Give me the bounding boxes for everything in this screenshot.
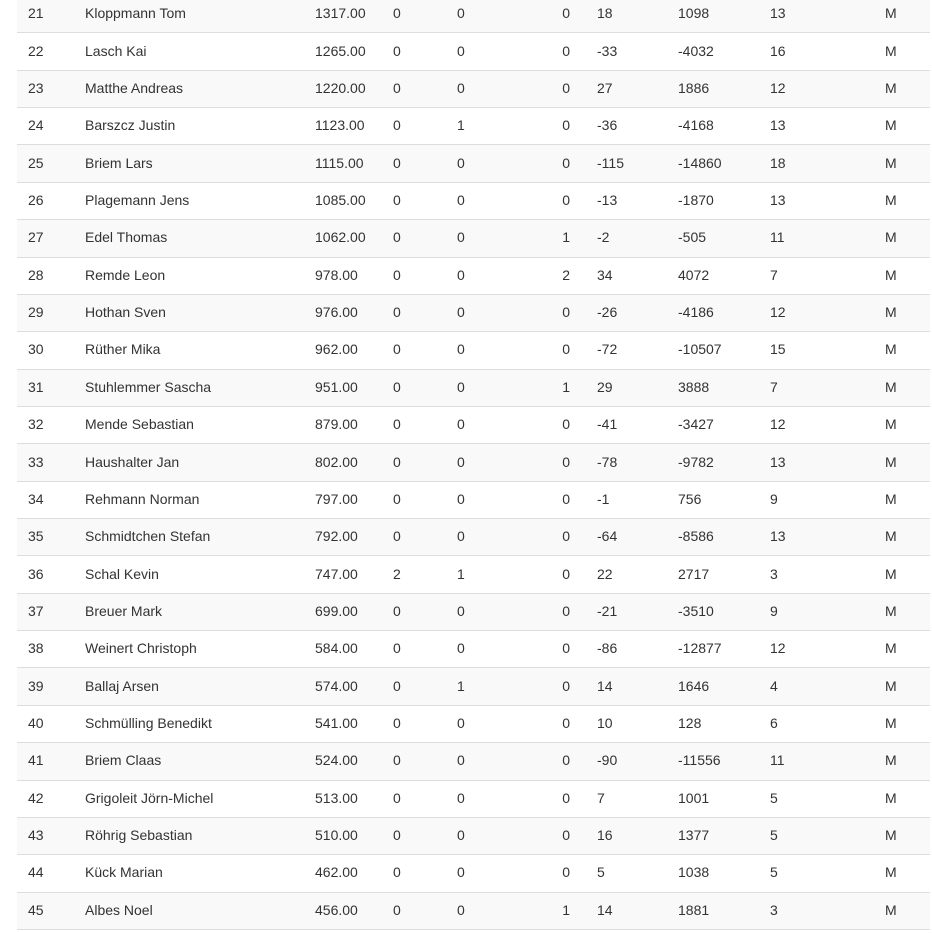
cell-name: Plagemann Jens bbox=[77, 182, 307, 219]
cell-diff: 14 bbox=[589, 892, 670, 929]
cell-rank: 33 bbox=[17, 444, 77, 481]
cell-diff: -78 bbox=[589, 444, 670, 481]
cell-name: Matthe Andreas bbox=[77, 70, 307, 107]
cell-rank: 29 bbox=[17, 294, 77, 331]
cell-name: Schmülling Benedikt bbox=[77, 705, 307, 742]
cell-stat1: 0 bbox=[385, 294, 449, 331]
cell-stat2: 0 bbox=[449, 406, 513, 443]
cell-stat1: 0 bbox=[385, 257, 449, 294]
cell-diff: 7 bbox=[589, 780, 670, 817]
cell-stat1: 0 bbox=[385, 817, 449, 854]
table-row bbox=[17, 780, 930, 817]
cell-stat1: 0 bbox=[385, 33, 449, 70]
cell-stat3: 2 bbox=[513, 257, 589, 294]
cell-stat1: 0 bbox=[385, 444, 449, 481]
cell-games: 13 bbox=[762, 108, 877, 145]
ranking-table-container bbox=[17, 0, 930, 930]
cell-stat1: 0 bbox=[385, 705, 449, 742]
cell-points: 1317.00 bbox=[307, 0, 385, 33]
cell-stat3: 0 bbox=[513, 817, 589, 854]
cell-gender: M bbox=[877, 519, 930, 556]
cell-stat2: 0 bbox=[449, 817, 513, 854]
cell-stat3: 0 bbox=[513, 780, 589, 817]
table-row bbox=[17, 108, 930, 145]
cell-games: 3 bbox=[762, 556, 877, 593]
cell-diff: 27 bbox=[589, 70, 670, 107]
cell-name: Lasch Kai bbox=[77, 33, 307, 70]
cell-stat1: 0 bbox=[385, 182, 449, 219]
cell-diff: -26 bbox=[589, 294, 670, 331]
cell-rank: 22 bbox=[17, 33, 77, 70]
cell-stat3: 0 bbox=[513, 481, 589, 518]
cell-balance: 2717 bbox=[670, 556, 762, 593]
cell-stat3: 0 bbox=[513, 108, 589, 145]
cell-stat3: 0 bbox=[513, 33, 589, 70]
cell-rank: 31 bbox=[17, 369, 77, 406]
cell-stat1: 0 bbox=[385, 0, 449, 33]
cell-points: 951.00 bbox=[307, 369, 385, 406]
cell-points: 524.00 bbox=[307, 743, 385, 780]
cell-games: 7 bbox=[762, 369, 877, 406]
cell-name: Edel Thomas bbox=[77, 220, 307, 257]
cell-points: 976.00 bbox=[307, 294, 385, 331]
cell-gender: M bbox=[877, 145, 930, 182]
cell-points: 541.00 bbox=[307, 705, 385, 742]
cell-points: 584.00 bbox=[307, 631, 385, 668]
cell-gender: M bbox=[877, 444, 930, 481]
cell-balance: 3888 bbox=[670, 369, 762, 406]
table-row bbox=[17, 406, 930, 443]
table-row bbox=[17, 369, 930, 406]
cell-games: 5 bbox=[762, 817, 877, 854]
cell-balance: -12877 bbox=[670, 631, 762, 668]
cell-gender: M bbox=[877, 481, 930, 518]
cell-stat1: 0 bbox=[385, 145, 449, 182]
cell-diff: -115 bbox=[589, 145, 670, 182]
cell-stat2: 0 bbox=[449, 145, 513, 182]
cell-games: 18 bbox=[762, 145, 877, 182]
table-row bbox=[17, 556, 930, 593]
cell-stat2: 0 bbox=[449, 70, 513, 107]
cell-stat2: 0 bbox=[449, 332, 513, 369]
cell-gender: M bbox=[877, 369, 930, 406]
cell-stat3: 0 bbox=[513, 332, 589, 369]
cell-balance: -4186 bbox=[670, 294, 762, 331]
cell-stat1: 0 bbox=[385, 743, 449, 780]
cell-points: 1220.00 bbox=[307, 70, 385, 107]
cell-games: 5 bbox=[762, 855, 877, 892]
cell-name: Röhrig Sebastian bbox=[77, 817, 307, 854]
cell-gender: M bbox=[877, 220, 930, 257]
table-row bbox=[17, 817, 930, 854]
cell-diff: -13 bbox=[589, 182, 670, 219]
cell-stat2: 0 bbox=[449, 182, 513, 219]
cell-rank: 42 bbox=[17, 780, 77, 817]
cell-diff: 22 bbox=[589, 556, 670, 593]
cell-diff: -2 bbox=[589, 220, 670, 257]
cell-balance: 1038 bbox=[670, 855, 762, 892]
cell-stat2: 0 bbox=[449, 855, 513, 892]
cell-games: 5 bbox=[762, 780, 877, 817]
cell-gender: M bbox=[877, 817, 930, 854]
cell-points: 699.00 bbox=[307, 593, 385, 630]
cell-games: 9 bbox=[762, 593, 877, 630]
table-row bbox=[17, 668, 930, 705]
cell-name: Stuhlemmer Sascha bbox=[77, 369, 307, 406]
cell-balance: -10507 bbox=[670, 332, 762, 369]
cell-points: 1123.00 bbox=[307, 108, 385, 145]
cell-stat2: 1 bbox=[449, 108, 513, 145]
cell-stat2: 0 bbox=[449, 519, 513, 556]
cell-name: Briem Claas bbox=[77, 743, 307, 780]
cell-diff: -21 bbox=[589, 593, 670, 630]
cell-diff: -41 bbox=[589, 406, 670, 443]
cell-name: Schmidtchen Stefan bbox=[77, 519, 307, 556]
cell-diff: 18 bbox=[589, 0, 670, 33]
cell-balance: 1001 bbox=[670, 780, 762, 817]
cell-points: 747.00 bbox=[307, 556, 385, 593]
cell-balance: 4072 bbox=[670, 257, 762, 294]
cell-name: Briem Lars bbox=[77, 145, 307, 182]
cell-stat2: 0 bbox=[449, 0, 513, 33]
cell-rank: 35 bbox=[17, 519, 77, 556]
cell-rank: 43 bbox=[17, 817, 77, 854]
cell-rank: 34 bbox=[17, 481, 77, 518]
cell-stat1: 0 bbox=[385, 406, 449, 443]
ranking-table bbox=[17, 0, 930, 930]
cell-balance: 756 bbox=[670, 481, 762, 518]
cell-name: Grigoleit Jörn-Michel bbox=[77, 780, 307, 817]
ranking-table-body bbox=[17, 0, 930, 929]
cell-stat2: 0 bbox=[449, 593, 513, 630]
cell-diff: -1 bbox=[589, 481, 670, 518]
cell-balance: -9782 bbox=[670, 444, 762, 481]
cell-gender: M bbox=[877, 855, 930, 892]
cell-balance: -8586 bbox=[670, 519, 762, 556]
cell-gender: M bbox=[877, 892, 930, 929]
cell-stat1: 0 bbox=[385, 220, 449, 257]
cell-points: 978.00 bbox=[307, 257, 385, 294]
cell-stat3: 1 bbox=[513, 892, 589, 929]
cell-diff: -64 bbox=[589, 519, 670, 556]
cell-name: Hothan Sven bbox=[77, 294, 307, 331]
cell-rank: 38 bbox=[17, 631, 77, 668]
table-row bbox=[17, 892, 930, 929]
cell-balance: 1377 bbox=[670, 817, 762, 854]
cell-name: Kloppmann Tom bbox=[77, 0, 307, 33]
cell-games: 13 bbox=[762, 182, 877, 219]
cell-stat2: 0 bbox=[449, 743, 513, 780]
cell-name: Rehmann Norman bbox=[77, 481, 307, 518]
cell-rank: 28 bbox=[17, 257, 77, 294]
cell-balance: -4168 bbox=[670, 108, 762, 145]
cell-stat2: 0 bbox=[449, 220, 513, 257]
cell-diff: 14 bbox=[589, 668, 670, 705]
cell-rank: 30 bbox=[17, 332, 77, 369]
cell-rank: 23 bbox=[17, 70, 77, 107]
cell-rank: 32 bbox=[17, 406, 77, 443]
cell-name: Schal Kevin bbox=[77, 556, 307, 593]
cell-stat3: 0 bbox=[513, 182, 589, 219]
cell-stat3: 1 bbox=[513, 369, 589, 406]
cell-stat2: 0 bbox=[449, 369, 513, 406]
cell-rank: 37 bbox=[17, 593, 77, 630]
cell-gender: M bbox=[877, 70, 930, 107]
table-row bbox=[17, 481, 930, 518]
cell-stat1: 0 bbox=[385, 593, 449, 630]
cell-stat1: 0 bbox=[385, 481, 449, 518]
cell-stat1: 2 bbox=[385, 556, 449, 593]
cell-stat2: 0 bbox=[449, 257, 513, 294]
cell-name: Rüther Mika bbox=[77, 332, 307, 369]
cell-gender: M bbox=[877, 631, 930, 668]
cell-diff: 10 bbox=[589, 705, 670, 742]
cell-balance: 1646 bbox=[670, 668, 762, 705]
cell-stat2: 0 bbox=[449, 631, 513, 668]
cell-gender: M bbox=[877, 705, 930, 742]
cell-games: 12 bbox=[762, 70, 877, 107]
cell-gender: M bbox=[877, 294, 930, 331]
cell-points: 1115.00 bbox=[307, 145, 385, 182]
cell-gender: M bbox=[877, 780, 930, 817]
cell-stat1: 0 bbox=[385, 70, 449, 107]
cell-stat2: 1 bbox=[449, 556, 513, 593]
cell-diff: -72 bbox=[589, 332, 670, 369]
table-row bbox=[17, 743, 930, 780]
cell-name: Haushalter Jan bbox=[77, 444, 307, 481]
cell-points: 1062.00 bbox=[307, 220, 385, 257]
table-row bbox=[17, 33, 930, 70]
cell-gender: M bbox=[877, 33, 930, 70]
cell-name: Weinert Christoph bbox=[77, 631, 307, 668]
cell-games: 15 bbox=[762, 332, 877, 369]
cell-name: Mende Sebastian bbox=[77, 406, 307, 443]
cell-points: 513.00 bbox=[307, 780, 385, 817]
table-row bbox=[17, 519, 930, 556]
cell-stat3: 0 bbox=[513, 406, 589, 443]
cell-stat3: 0 bbox=[513, 556, 589, 593]
cell-stat2: 0 bbox=[449, 892, 513, 929]
cell-gender: M bbox=[877, 668, 930, 705]
cell-gender: M bbox=[877, 0, 930, 33]
cell-stat3: 0 bbox=[513, 519, 589, 556]
cell-diff: 29 bbox=[589, 369, 670, 406]
cell-stat3: 0 bbox=[513, 593, 589, 630]
cell-rank: 44 bbox=[17, 855, 77, 892]
cell-gender: M bbox=[877, 332, 930, 369]
cell-gender: M bbox=[877, 593, 930, 630]
cell-stat3: 0 bbox=[513, 145, 589, 182]
table-row bbox=[17, 855, 930, 892]
table-row bbox=[17, 444, 930, 481]
cell-stat1: 0 bbox=[385, 892, 449, 929]
cell-stat2: 0 bbox=[449, 444, 513, 481]
cell-games: 4 bbox=[762, 668, 877, 705]
cell-stat1: 0 bbox=[385, 369, 449, 406]
cell-rank: 25 bbox=[17, 145, 77, 182]
cell-games: 7 bbox=[762, 257, 877, 294]
cell-points: 462.00 bbox=[307, 855, 385, 892]
cell-points: 792.00 bbox=[307, 519, 385, 556]
cell-rank: 27 bbox=[17, 220, 77, 257]
cell-stat1: 0 bbox=[385, 519, 449, 556]
cell-games: 3 bbox=[762, 892, 877, 929]
cell-name: Kück Marian bbox=[77, 855, 307, 892]
cell-rank: 39 bbox=[17, 668, 77, 705]
cell-points: 1265.00 bbox=[307, 33, 385, 70]
cell-balance: 128 bbox=[670, 705, 762, 742]
cell-games: 12 bbox=[762, 406, 877, 443]
cell-stat2: 0 bbox=[449, 294, 513, 331]
cell-points: 1085.00 bbox=[307, 182, 385, 219]
cell-balance: 1098 bbox=[670, 0, 762, 33]
cell-points: 797.00 bbox=[307, 481, 385, 518]
cell-gender: M bbox=[877, 257, 930, 294]
cell-stat1: 0 bbox=[385, 332, 449, 369]
cell-points: 879.00 bbox=[307, 406, 385, 443]
cell-games: 6 bbox=[762, 705, 877, 742]
cell-gender: M bbox=[877, 182, 930, 219]
cell-stat3: 0 bbox=[513, 0, 589, 33]
cell-rank: 21 bbox=[17, 0, 77, 33]
cell-games: 9 bbox=[762, 481, 877, 518]
cell-games: 13 bbox=[762, 519, 877, 556]
cell-name: Remde Leon bbox=[77, 257, 307, 294]
cell-stat2: 0 bbox=[449, 33, 513, 70]
cell-balance: 1886 bbox=[670, 70, 762, 107]
cell-rank: 26 bbox=[17, 182, 77, 219]
cell-points: 456.00 bbox=[307, 892, 385, 929]
cell-balance: -3427 bbox=[670, 406, 762, 443]
cell-stat3: 0 bbox=[513, 444, 589, 481]
cell-gender: M bbox=[877, 743, 930, 780]
cell-diff: -36 bbox=[589, 108, 670, 145]
cell-stat2: 1 bbox=[449, 668, 513, 705]
cell-stat3: 0 bbox=[513, 705, 589, 742]
cell-name: Ballaj Arsen bbox=[77, 668, 307, 705]
cell-rank: 40 bbox=[17, 705, 77, 742]
cell-stat1: 0 bbox=[385, 668, 449, 705]
table-row bbox=[17, 593, 930, 630]
cell-games: 12 bbox=[762, 631, 877, 668]
cell-diff: 34 bbox=[589, 257, 670, 294]
cell-rank: 45 bbox=[17, 892, 77, 929]
cell-gender: M bbox=[877, 556, 930, 593]
cell-stat2: 0 bbox=[449, 705, 513, 742]
cell-stat3: 0 bbox=[513, 743, 589, 780]
cell-balance: 1881 bbox=[670, 892, 762, 929]
cell-diff: -90 bbox=[589, 743, 670, 780]
cell-games: 11 bbox=[762, 220, 877, 257]
cell-name: Barszcz Justin bbox=[77, 108, 307, 145]
cell-stat3: 1 bbox=[513, 220, 589, 257]
table-row bbox=[17, 332, 930, 369]
cell-name: Albes Noel bbox=[77, 892, 307, 929]
cell-stat3: 0 bbox=[513, 631, 589, 668]
cell-games: 16 bbox=[762, 33, 877, 70]
cell-stat3: 0 bbox=[513, 855, 589, 892]
cell-rank: 36 bbox=[17, 556, 77, 593]
cell-games: 11 bbox=[762, 743, 877, 780]
table-row bbox=[17, 631, 930, 668]
cell-rank: 24 bbox=[17, 108, 77, 145]
table-row bbox=[17, 220, 930, 257]
table-row bbox=[17, 294, 930, 331]
cell-points: 510.00 bbox=[307, 817, 385, 854]
cell-points: 802.00 bbox=[307, 444, 385, 481]
cell-stat1: 0 bbox=[385, 631, 449, 668]
cell-games: 13 bbox=[762, 0, 877, 33]
cell-stat3: 0 bbox=[513, 70, 589, 107]
cell-stat1: 0 bbox=[385, 780, 449, 817]
cell-balance: -3510 bbox=[670, 593, 762, 630]
cell-stat2: 0 bbox=[449, 481, 513, 518]
cell-diff: 5 bbox=[589, 855, 670, 892]
cell-balance: -11556 bbox=[670, 743, 762, 780]
cell-balance: -14860 bbox=[670, 145, 762, 182]
cell-points: 962.00 bbox=[307, 332, 385, 369]
cell-stat1: 0 bbox=[385, 855, 449, 892]
cell-points: 574.00 bbox=[307, 668, 385, 705]
cell-stat2: 0 bbox=[449, 780, 513, 817]
cell-games: 13 bbox=[762, 444, 877, 481]
cell-games: 12 bbox=[762, 294, 877, 331]
cell-stat1: 0 bbox=[385, 108, 449, 145]
cell-stat3: 0 bbox=[513, 294, 589, 331]
cell-balance: -4032 bbox=[670, 33, 762, 70]
cell-balance: -1870 bbox=[670, 182, 762, 219]
table-row bbox=[17, 705, 930, 742]
cell-diff: 16 bbox=[589, 817, 670, 854]
table-row bbox=[17, 70, 930, 107]
cell-rank: 41 bbox=[17, 743, 77, 780]
cell-gender: M bbox=[877, 108, 930, 145]
table-row bbox=[17, 182, 930, 219]
cell-gender: M bbox=[877, 406, 930, 443]
cell-diff: -33 bbox=[589, 33, 670, 70]
table-row bbox=[17, 145, 930, 182]
cell-stat3: 0 bbox=[513, 668, 589, 705]
table-row bbox=[17, 0, 930, 33]
cell-diff: -86 bbox=[589, 631, 670, 668]
cell-name: Breuer Mark bbox=[77, 593, 307, 630]
table-row bbox=[17, 257, 930, 294]
cell-balance: -505 bbox=[670, 220, 762, 257]
